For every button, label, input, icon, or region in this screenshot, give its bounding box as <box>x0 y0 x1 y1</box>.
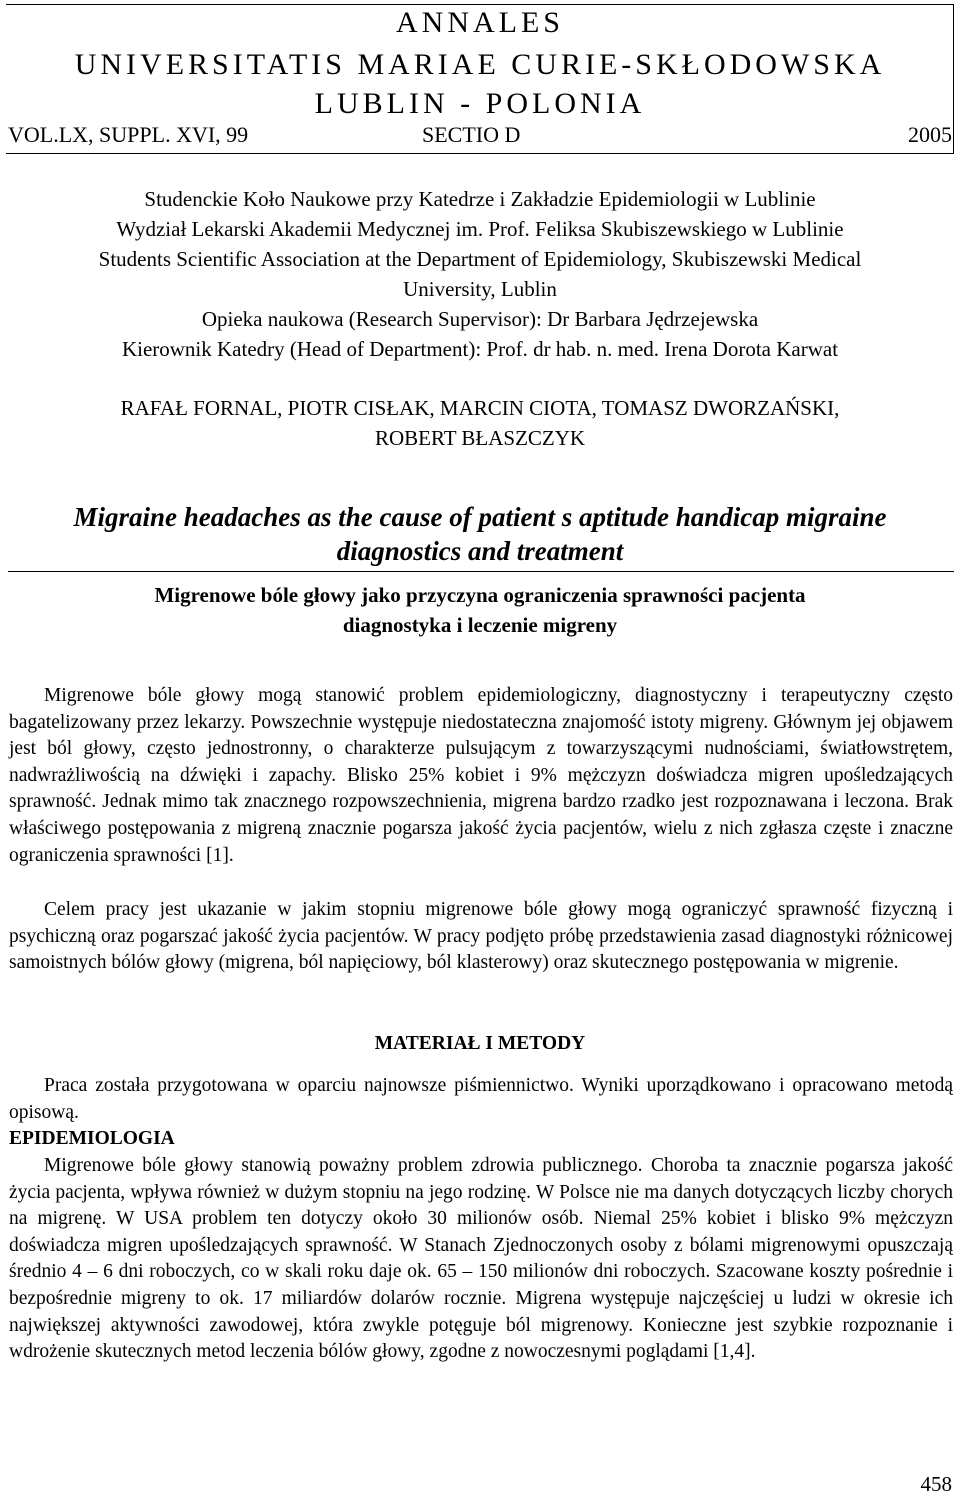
journal-section: SECTIO D <box>422 122 521 147</box>
methods-heading: MATERIAŁ I METODY <box>374 1033 586 1054</box>
affiliation-line4: University, Lublin <box>403 277 557 301</box>
header-divider <box>6 153 954 154</box>
epidemiology-heading: EPIDEMIOLOGIA <box>9 1128 175 1149</box>
journal-name-line2: UNIVERSITATIS MARIAE CURIE-SKŁODOWSKA <box>74 48 886 81</box>
department-head-line: Kierownik Katedry (Head of Department): Prof. dr hab. n. med. Irena Dorota Karwat <box>121 337 839 361</box>
title-english-line2: diagnostics and treatment <box>336 536 624 566</box>
journal-meta-row <box>8 122 952 148</box>
intro-paragraph-1: Migrenowe bóle głowy mogą stanowić problem epidemiologiczny, diagnostyczny i terapeutyczny często bagatelizowany przez lekarzy. Powszechnie występuje niedostateczna znajomość istoty migreny. Głównym jej objawem jest ból głowy, często jednostronny, o charakterze pulsującym z towarzyszącymi nudnościami, światłowstrętem, nadwrażliwością na dźwięki i zapachy. Blisko 25% kobiet i 9% mężczyzn doświadcza migren upośledzających sprawność. Jednak mimo tak znacznego rozpowszechnienia, migrena bardzo rzadko jest rozpoznawana i leczona. Brak właściwego postępowania z migreną znacznie pogarsza jakość życia pacjentów, wielu z nich zgłasza częste i znaczne ograniczenia sprawności [1]. <box>9 685 953 866</box>
authors-line1: RAFAŁ FORNAL, PIOTR CISŁAK, MARCIN CIOTA, TOMASZ DWORZAŃSKI, <box>120 396 840 420</box>
journal-year: 2005 <box>908 122 952 147</box>
title-polish-line2: diagnostyka i leczenie migreny <box>342 613 618 637</box>
epidemiology-paragraph: Migrenowe bóle głowy stanowią poważny problem zdrowia publicznego. Choroba ta znacznie pogarsza jakość życia pacjenta, wpływa również w dużym stopniu na jego rodzinę. W Polsce nie ma danych dotyczących liczby chorych na migrenę. W USA problem ten dotyczy około 30 milionów osób. Niemal 25% kobiet i blisko 9% mężczyzn doświadcza migren upośledzających sprawność. W Stanach Zjednoczonych osoby z bólami migrenowymi opuszczają średnio 4 – 6 dni roboczych, co w skali roku daje ok. 65 – 150 milionów dni roboczych. Szacowane koszty pośrednie i bezpośrednie migreny to ok. 17 miliardów dolarów rocznie. Migrena występuje najczęściej u ludzi w okresie ich największej aktywności zawodowej, która zwykle potęguje ból migrenowy. Konieczne jest szybkie rozpoznanie i wdrożenie skutecznych metod leczenia bólów głowy, zgodne z nowoczesnymi poglądami [1,4]. <box>9 1155 953 1363</box>
title-polish-line1: Migrenowe bóle głowy jako przyczyna ograniczenia sprawności pacjenta <box>154 583 806 607</box>
affiliation-line1: Studenckie Koło Naukowe przy Katedrze i Zakładzie Epidemiologii w Lublinie <box>144 187 816 211</box>
methods-paragraph: Praca została przygotowana w oparciu najnowsze piśmiennictwo. Wyniki uporządkowano i opracowano metodą opisową. <box>9 1075 953 1123</box>
journal-location: LUBLIN - POLONIA <box>314 87 646 120</box>
journal-name-line1: ANNALES <box>396 6 564 39</box>
affiliation-line3: Students Scientific Association at the Department of Epidemiology, Skubiszewski Medical <box>98 247 862 271</box>
authors-line2: ROBERT BŁASZCZYK <box>374 426 586 450</box>
page-number: 458 <box>920 1472 952 1496</box>
intro-paragraph-2: Celem pracy jest ukazanie w jakim stopniu migrenowe bóle głowy mogą ograniczyć sprawność fizyczną i psychiczną oraz pogarszać jakość życia pacjentów. W pracy podjęto próbę przedstawienia zasad diagnostyki różnicowej samoistnych bólów głowy (migrena, ból napięciowy, ból klasterowy) oraz skutecznego postępowania w migrenie. <box>9 899 953 974</box>
title-english-line1: Migraine headaches as the cause of patient s aptitude handicap migraine <box>73 502 887 532</box>
supervisor-line: Opieka naukowa (Research Supervisor): Dr Barbara Jędrzejewska <box>201 307 759 331</box>
title-divider <box>8 571 954 572</box>
journal-volume: VOL.LX, SUPPL. XVI, 99 <box>8 122 249 147</box>
affiliation-line2: Wydział Lekarski Akademii Medycznej im. Prof. Feliksa Skubiszewskiego w Lublinie <box>116 217 844 241</box>
